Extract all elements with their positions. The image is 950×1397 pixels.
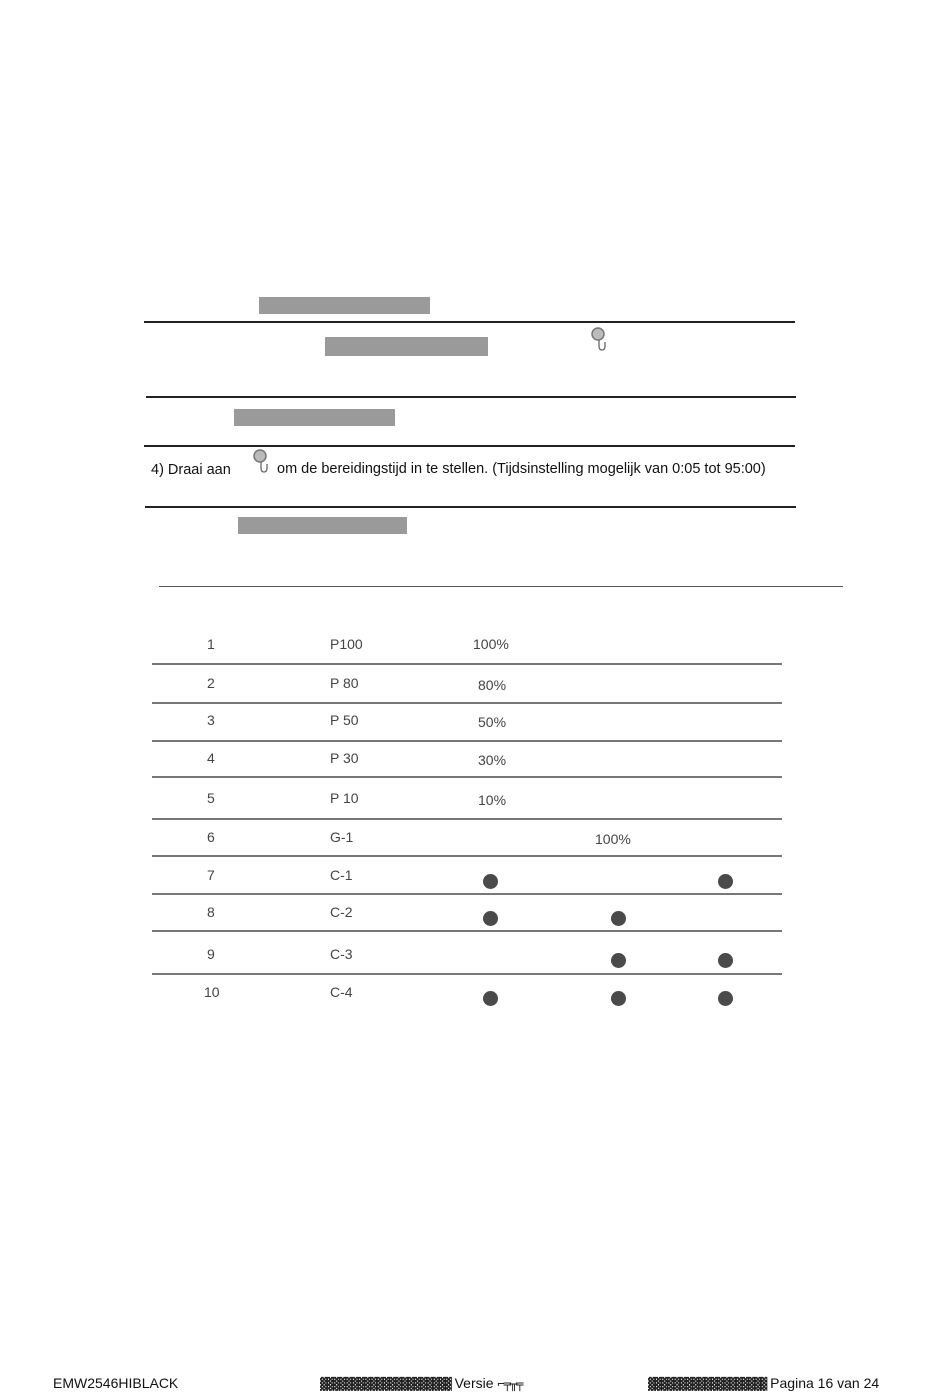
row-number: 8 bbox=[207, 904, 215, 920]
program-code: G-1 bbox=[330, 829, 354, 845]
dial-knob-icon bbox=[252, 448, 272, 474]
divider bbox=[146, 396, 796, 398]
program-code: P100 bbox=[330, 636, 363, 652]
dial-knob-icon bbox=[590, 326, 610, 352]
table-row-divider bbox=[152, 855, 782, 857]
footer-version bbox=[320, 1375, 522, 1391]
program-code: P 10 bbox=[330, 790, 359, 806]
divider bbox=[144, 445, 795, 447]
program-code: C-2 bbox=[330, 904, 353, 920]
combination-dot bbox=[483, 991, 498, 1006]
row-number: 5 bbox=[207, 790, 215, 806]
row-number: 9 bbox=[207, 946, 215, 962]
combination-dot bbox=[611, 991, 626, 1006]
row-number: 10 bbox=[204, 984, 220, 1000]
microwave-power: 10% bbox=[478, 792, 507, 808]
combination-dot bbox=[718, 874, 733, 889]
program-code: C-1 bbox=[330, 867, 353, 883]
footer-page bbox=[648, 1375, 879, 1391]
row-number: 4 bbox=[207, 750, 215, 766]
table-row-divider bbox=[152, 930, 782, 932]
row-number: 3 bbox=[207, 712, 215, 728]
microwave-power: 80% bbox=[478, 677, 507, 693]
step4-suffix: om de bereidingstijd in te stellen. (Tijdsinstelling mogelijk van 0:05 tot 95:00) bbox=[277, 461, 766, 477]
table-row-divider bbox=[152, 740, 782, 742]
microwave-power: 50% bbox=[478, 714, 507, 730]
table-top-rule bbox=[159, 586, 843, 587]
garbled-glyphs: ▓▓▓▓▓▓▓▓▓▓▓▓▓▓▓▓▓▓▓ bbox=[648, 1377, 767, 1391]
combination-dot bbox=[718, 991, 733, 1006]
footer-page-label: Pagina 16 van 24 bbox=[770, 1375, 880, 1391]
microwave-power: 30% bbox=[478, 752, 507, 768]
garbled-glyphs: ▓▓▓▓▓▓▓▓▓▓▓▓▓▓▓▓▓▓▓▓▓ bbox=[320, 1377, 451, 1391]
combination-dot bbox=[611, 911, 626, 926]
program-code: P 30 bbox=[330, 750, 359, 766]
row-number: 7 bbox=[207, 867, 215, 883]
grill-power: 100% bbox=[595, 831, 631, 847]
combination-dot bbox=[483, 874, 498, 889]
table-row-divider bbox=[152, 973, 782, 975]
redacted-heading bbox=[259, 297, 430, 314]
microwave-power: 100% bbox=[473, 636, 509, 652]
garbled-glyphs: ⌐╤╥╤ bbox=[497, 1377, 523, 1391]
step4-prefix: 4) Draai aan bbox=[151, 462, 231, 478]
footer-model: EMW2546HIBLACK bbox=[53, 1375, 179, 1391]
row-number: 1 bbox=[207, 636, 215, 652]
divider bbox=[144, 321, 795, 323]
redacted-step-text bbox=[238, 517, 407, 534]
row-number: 2 bbox=[207, 675, 215, 691]
program-code: P 80 bbox=[330, 675, 359, 691]
combination-dot bbox=[718, 953, 733, 968]
program-code: P 50 bbox=[330, 712, 359, 728]
table-row-divider bbox=[152, 776, 782, 778]
redacted-step-text bbox=[234, 409, 395, 426]
program-code: C-4 bbox=[330, 984, 353, 1000]
footer-version-label: Versie bbox=[454, 1375, 494, 1391]
table-row-divider bbox=[152, 702, 782, 704]
program-code: C-3 bbox=[330, 946, 353, 962]
table-row-divider bbox=[152, 663, 782, 665]
combination-dot bbox=[483, 911, 498, 926]
table-row-divider bbox=[152, 818, 782, 820]
combination-dot bbox=[611, 953, 626, 968]
table-row-divider bbox=[152, 893, 782, 895]
divider bbox=[145, 506, 796, 508]
row-number: 6 bbox=[207, 829, 215, 845]
redacted-step-text bbox=[325, 337, 488, 356]
